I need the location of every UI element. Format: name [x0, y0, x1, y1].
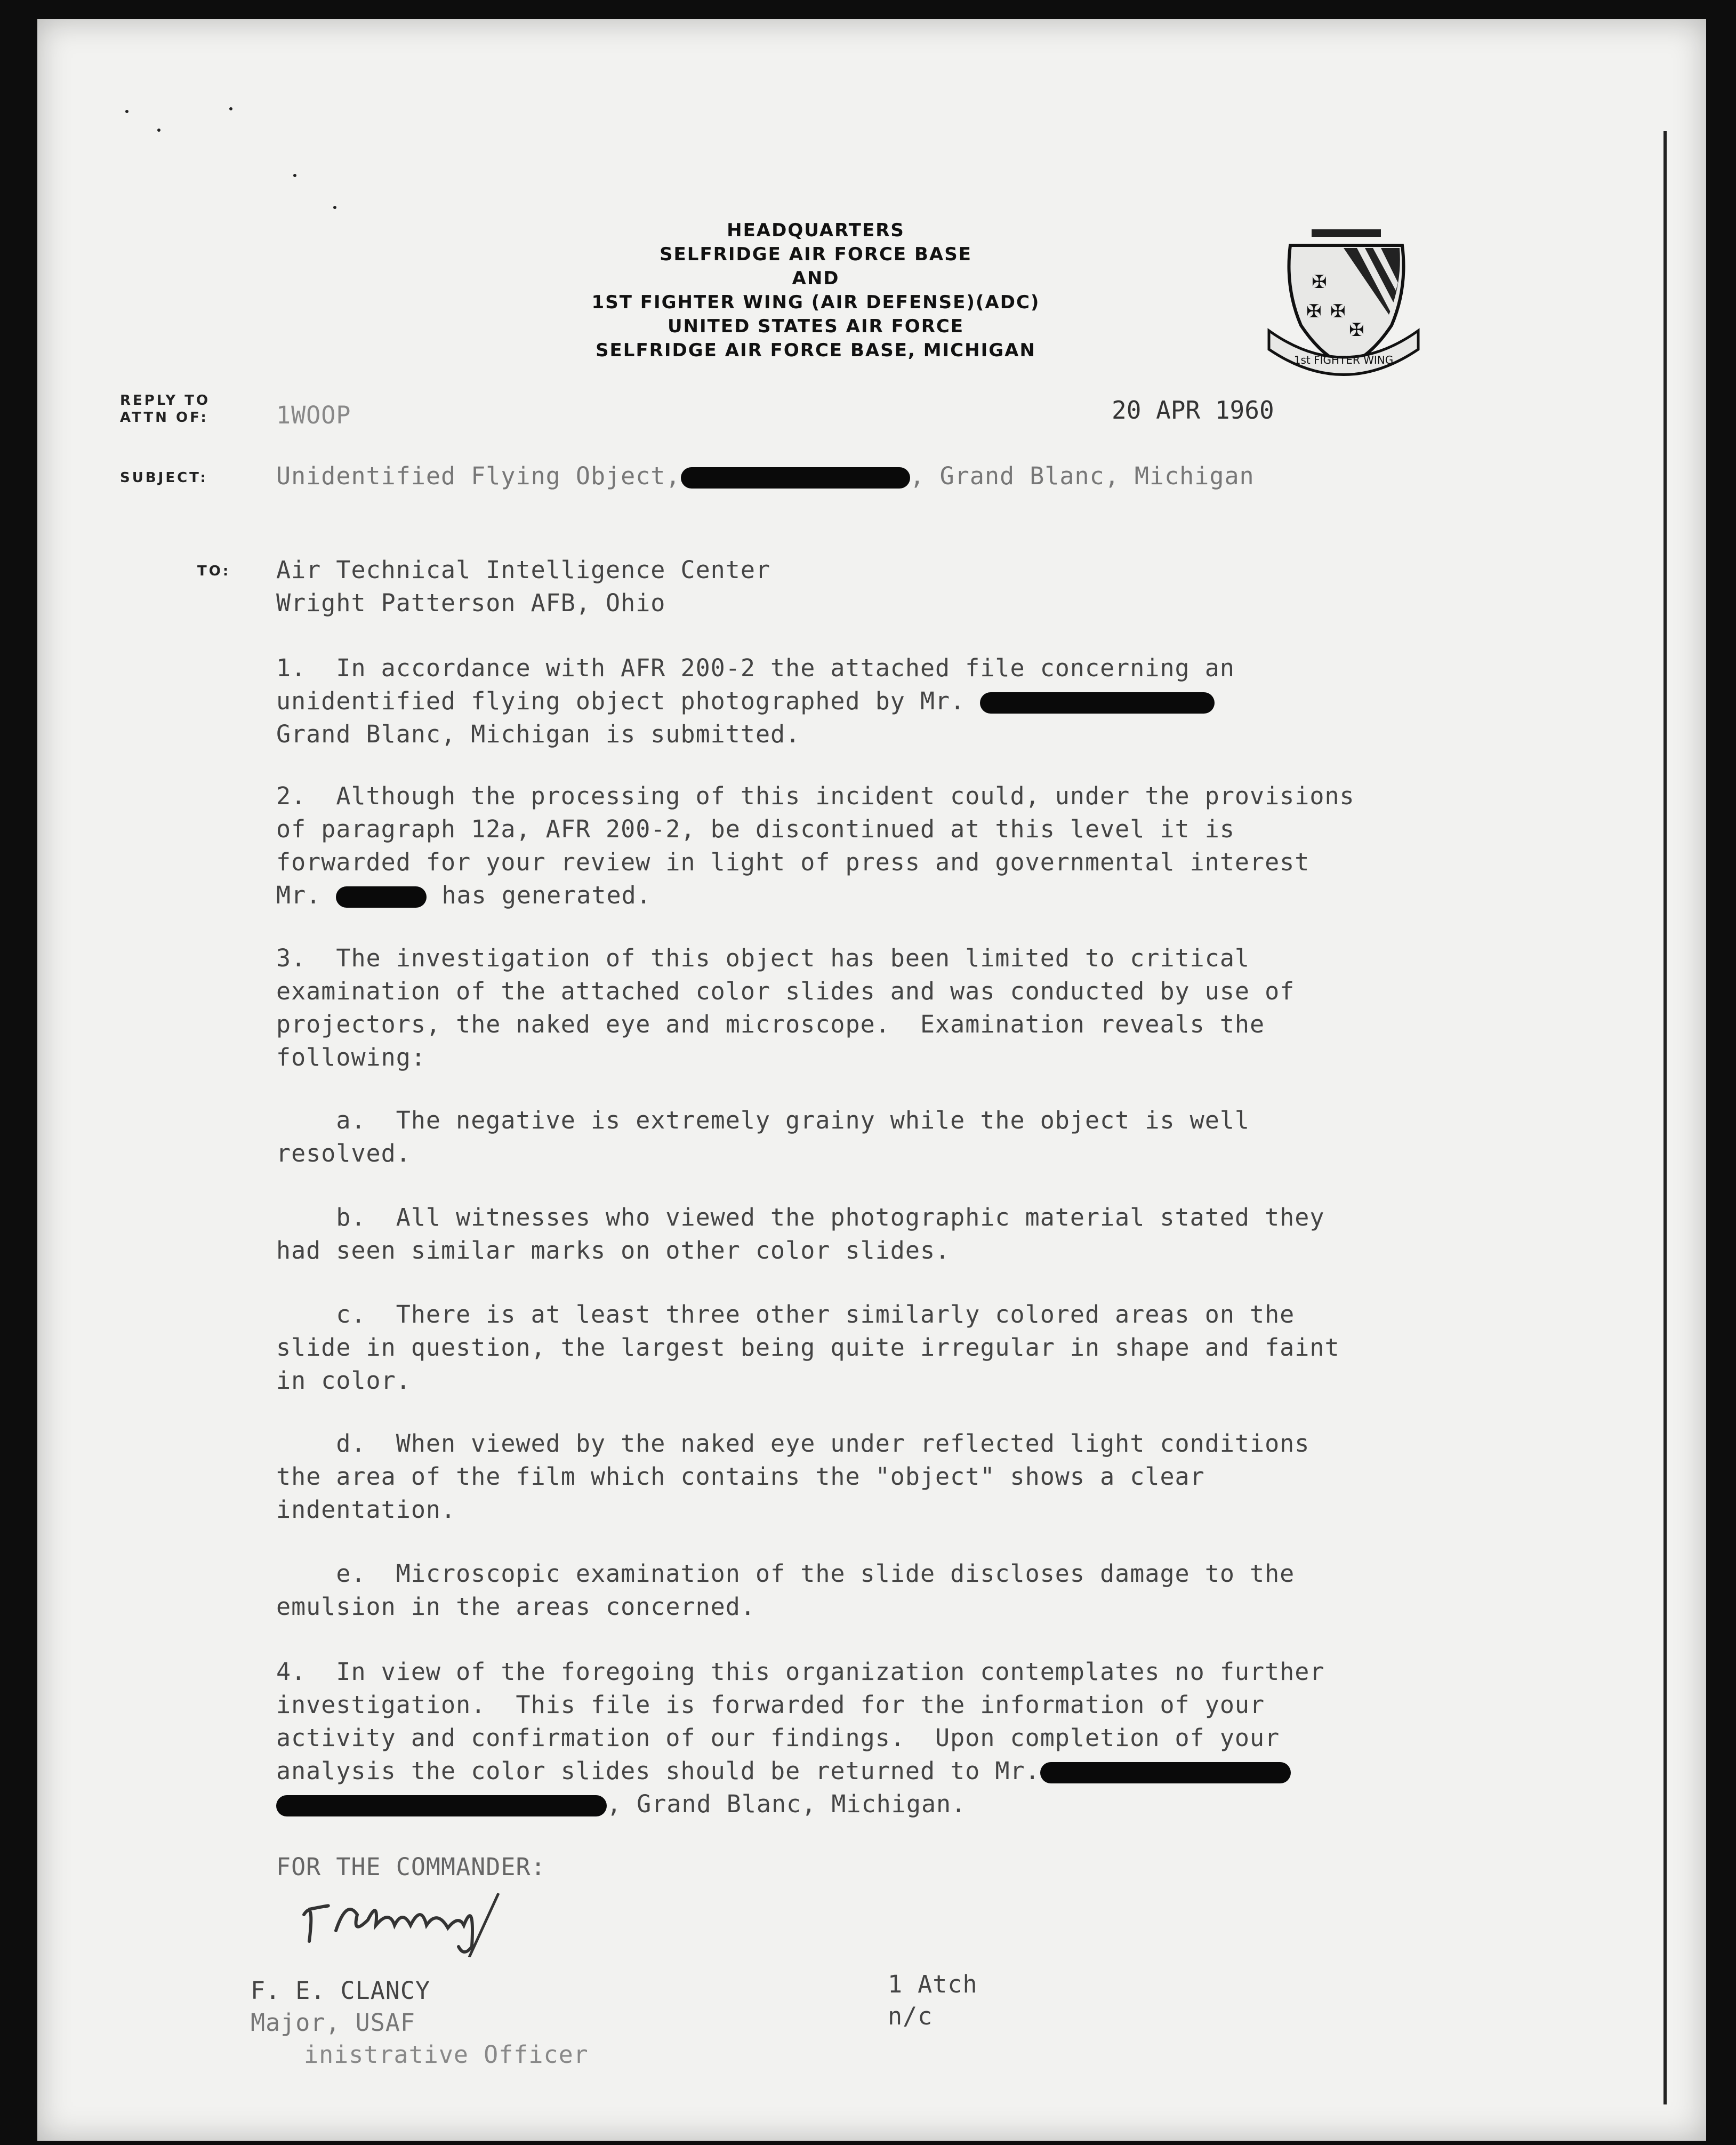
subparagraph-c	[276, 1298, 1502, 1397]
for-the-commander: FOR THE COMMANDER:	[276, 1853, 546, 1881]
redaction-bar	[276, 1795, 607, 1816]
paragraph-text: unidentified flying object photographed by Mr.	[276, 687, 966, 715]
svg-text:✠: ✠	[1330, 301, 1346, 322]
paragraph-line: b. All witnesses who viewed the photographic material stated they	[276, 1203, 1325, 1231]
unit-shield-emblem	[1258, 224, 1429, 384]
subparagraph-b	[276, 1201, 1502, 1267]
paragraph-line: had seen similar marks on other color slides.	[276, 1236, 951, 1264]
redaction-bar	[681, 467, 910, 489]
subject-text-end: , Grand Blanc, Michigan	[910, 462, 1255, 490]
paragraph-line: following:	[276, 1043, 426, 1071]
speck	[157, 129, 160, 132]
letterhead-line: UNITED STATES AIR FORCE	[667, 316, 965, 337]
subject-text: Unidentified Flying Object,	[276, 462, 681, 490]
paragraph-2	[276, 780, 1502, 912]
reply-label-line1: REPLY TO	[120, 393, 211, 409]
letterhead	[576, 219, 1056, 363]
redaction-bar	[336, 886, 427, 908]
redaction-bar	[1040, 1762, 1291, 1783]
paragraph-line: examination of the attached color slides and was conducted by use of	[276, 977, 1295, 1005]
speck	[293, 174, 296, 177]
signer-title: inistrative Officer	[304, 2040, 589, 2069]
addressee-line-1: Air Technical Intelligence Center	[276, 556, 771, 584]
to-label: TO:	[197, 563, 231, 579]
paragraph-text: analysis the color slides should be returned to Mr.	[276, 1757, 1040, 1785]
subparagraph-e	[276, 1557, 1502, 1623]
paragraph-line: the area of the film which contains the "object" shows a clear	[276, 1462, 1205, 1491]
paragraph-line: activity and confirmation of our findings. Upon completion of your	[276, 1724, 1280, 1752]
paragraph-line: emulsion in the areas concerned.	[276, 1592, 756, 1621]
paragraph-line: 4. In view of the foregoing this organization contemplates no further	[276, 1658, 1325, 1686]
speck	[333, 206, 336, 209]
paragraph-line: forwarded for your review in light of press and governmental interest	[276, 848, 1310, 876]
paragraph-line: slide in question, the largest being quite irregular in shape and faint	[276, 1333, 1340, 1362]
paragraph-line: in color.	[276, 1366, 411, 1395]
paragraph-line	[276, 1755, 1502, 1788]
signer-name: F. E. CLANCY	[251, 1976, 431, 2005]
date-stamp: 20 APR 1960	[1112, 396, 1274, 425]
speck	[125, 110, 128, 113]
paragraph-line: d. When viewed by the naked eye under reflected light conditions	[276, 1429, 1310, 1458]
letterhead-line: 1ST FIGHTER WING (AIR DEFENSE)(ADC)	[591, 292, 1040, 313]
svg-text:1st FIGHTER WING: 1st FIGHTER WING	[1293, 354, 1394, 366]
letterhead-line: HEADQUARTERS	[727, 220, 905, 241]
paragraph-line	[276, 685, 1502, 718]
letterhead-line: SELFRIDGE AIR FORCE BASE, MICHIGAN	[596, 340, 1036, 361]
page-edge	[1663, 131, 1667, 2104]
reply-to-label	[120, 392, 210, 426]
attachment-count: 1 Atch	[888, 1970, 978, 1998]
paragraph-line: 3. The investigation of this object has been limited to critical	[276, 944, 1250, 972]
speck	[229, 107, 232, 110]
subparagraph-a	[276, 1104, 1502, 1170]
paragraph-text: , Grand Blanc, Michigan.	[607, 1790, 967, 1818]
paragraph-line: of paragraph 12a, AFR 200-2, be discontinued at this level it is	[276, 815, 1235, 843]
paragraph-line	[276, 879, 1502, 912]
paragraph-line: 1. In accordance with AFR 200-2 the attached file concerning an	[276, 654, 1235, 682]
paragraph-line	[276, 1788, 1502, 1821]
paragraph-line: 2. Although the processing of this incident could, under the provisions	[276, 782, 1355, 810]
handwritten-signature	[288, 1877, 501, 1957]
paragraph-text: Mr.	[276, 881, 322, 909]
paragraph-line: projectors, the naked eye and microscope. Examination reveals the	[276, 1010, 1265, 1038]
redaction-bar	[980, 692, 1215, 714]
paragraph-line: e. Microscopic examination of the slide discloses damage to the	[276, 1559, 1295, 1588]
paragraph-line: Grand Blanc, Michigan is submitted.	[276, 720, 801, 748]
subparagraph-d	[276, 1427, 1502, 1526]
subject-line	[276, 460, 1255, 493]
subject-label: SUBJECT:	[120, 470, 208, 486]
letterhead-line: AND	[792, 268, 840, 289]
paragraph-line: c. There is at least three other similarly colored areas on the	[276, 1300, 1295, 1328]
letterhead-line: SELFRIDGE AIR FORCE BASE	[660, 244, 972, 265]
paragraph-text: has generated.	[427, 881, 652, 909]
signer-rank: Major, USAF	[251, 2008, 416, 2037]
paragraph-4	[276, 1655, 1502, 1821]
svg-text:✠: ✠	[1349, 319, 1364, 341]
paragraph-line: indentation.	[276, 1495, 456, 1524]
paragraph-line: investigation. This file is forwarded for the information of your	[276, 1691, 1265, 1719]
paragraph-3	[276, 942, 1502, 1074]
paragraph-line: resolved.	[276, 1139, 411, 1167]
svg-text:✠: ✠	[1312, 271, 1327, 293]
addressee-line-2: Wright Patterson AFB, Ohio	[276, 589, 666, 617]
paragraph-line: a. The negative is extremely grainy while the object is well	[276, 1106, 1250, 1134]
attachment-note: n/c	[888, 2002, 933, 2030]
reply-label-line2: ATTN OF:	[120, 410, 208, 426]
paragraph-1	[276, 652, 1502, 751]
svg-text:✠: ✠	[1306, 301, 1322, 322]
reply-office-symbol: 1WOOP	[276, 401, 351, 429]
